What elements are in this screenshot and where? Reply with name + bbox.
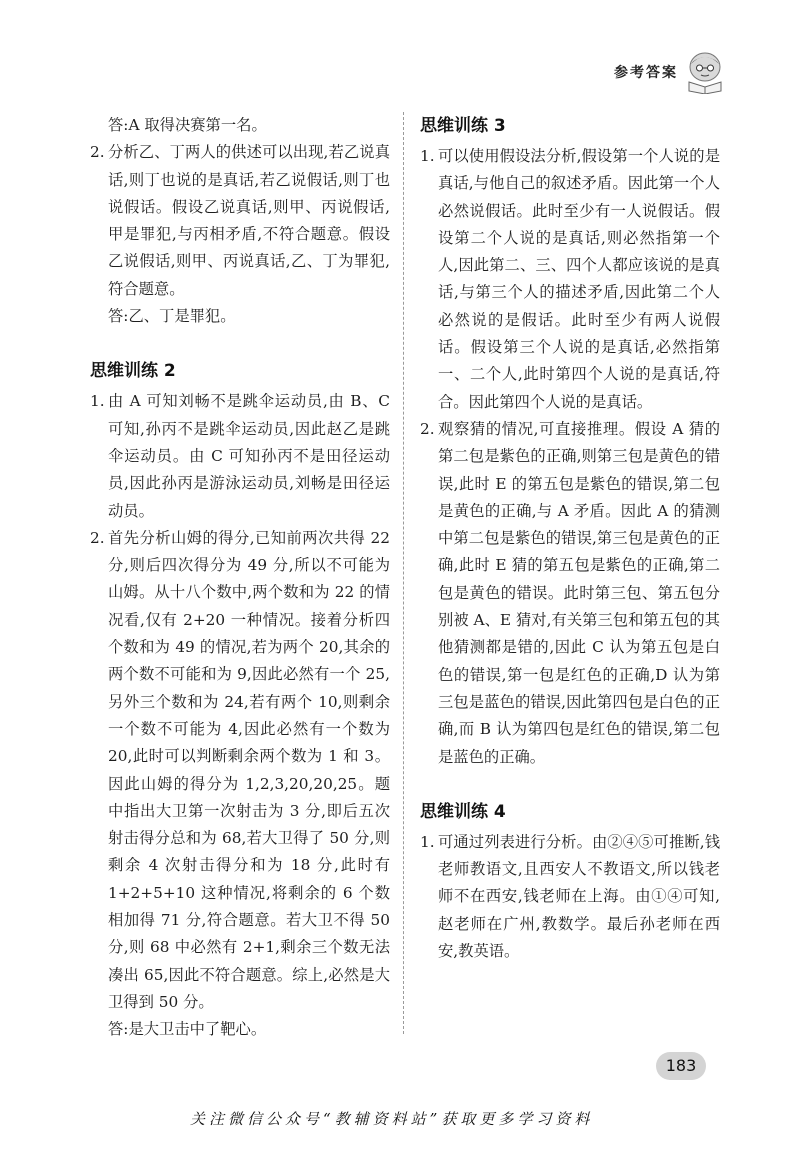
item-text: 可通过列表进行分析。由②④⑤可推断,钱老师教语文,且西安人不教语文,所以钱老师不在西安,钱老师在上海。由①④可知,赵老师在广州,教数学。最后孙老师在西安,教英语。	[438, 832, 720, 961]
section-title: 思维训练 2	[90, 361, 176, 382]
item-number: 1.	[420, 832, 435, 851]
list-item	[420, 143, 720, 416]
list-item	[90, 525, 390, 1016]
list-item	[420, 416, 720, 771]
item-text: 由 A 可知刘畅不是跳伞运动员,由 B、C 可知,孙丙不是跳伞运动员,因此赵乙是跳伞运动员。由 C 可知孙丙不是田径运动员,因此孙丙是游泳运动员,刘畅是田径运动员。	[108, 392, 390, 520]
item-text: 观察猜的情况,可直接推理。假设 A 猜的第二包是紫色的正确,则第三包是黄色的错误,此时 E 的第五包是紫色的错误,第二包是黄色的正确,与 A 矛盾。因此 A 的猜测中第二包是紫色的错误,第三包是黄色的正确,此时 E 猜的第五包是紫色的正确,第二包是黄色的错误。此时第三包、第五包分别被 A、E 猜对,有关第三包和第五包的其他猜测都是错的,因此 C 认为第五包是白色的错误,第一包是红色的正确,D 认为第三包是蓝色的错误,因此第四包是白色的正确,而 B 认为第四包是红色的错误,第二包是蓝色的正确。	[438, 419, 720, 766]
right-column	[420, 112, 720, 965]
item-number: 1.	[90, 392, 105, 411]
item-text: 首先分析山姆的得分,已知前两次共得 22 分,则后四次得分为 49 分,所以不可能为山姆。从十八个数中,两个数和为 22 的情况看,仅有 2+20 一种情况。接着分析四个数和为 49 的情况,若为两个 20,其余的两个数不可能和为 9,因此必然有一个 25,另外三个数和为 24,若有两个 10,则剩余一个数不可能为 4,因此必然有一个数为 20,此时可以判断剩余两个数为 1 和 3。因此山姆的得分为 1,2,3,20,20,25。题中指出大卫第一次射击为 3 分,即后五次射击得分总和为 68,若大卫得了 50 分,则剩余 4 次射击得分和为 18 分,此时有 1+2+5+10 这种情况,将剩余的 6 个数相加得 71 分,符合题意。若大卫不得 50 分,则 68 中必然有 2+1,剩余三个数无法凑出 65,因此不符合题意。综上,必然是大卫得到 50 分。	[108, 528, 390, 1011]
column-divider	[403, 112, 404, 1034]
page-number: 183	[656, 1052, 706, 1080]
answer-line: 答:是大卫击中了靶心。	[108, 1020, 267, 1039]
item-text: 可以使用假设法分析,假设第一个人说的是真话,与他自己的叙述矛盾。因此第一个人必然说假话。此时至少有一人说假话。假设第二个人说的是真话,则必然指第一个人,因此第二、三、四个人都应该说的是真话,与第三个人的描述矛盾,因此第二个人必然说的是假话。此时至少有两人说假话。假设第三个人说的是真话,必然指第一、二个人,此时第四个人说的是真话,符合。因此第四个人说的是真话。	[438, 147, 720, 411]
answer-line: 答:乙、丁是罪犯。	[108, 307, 236, 326]
list-item	[420, 829, 720, 965]
reading-girl-icon	[682, 48, 728, 94]
footer-note: 关注微信公众号“教辅资料站”获取更多学习资料	[190, 1110, 594, 1128]
item-number: 2.	[90, 528, 105, 547]
list-item	[90, 388, 390, 524]
item-number: 2.	[420, 419, 435, 438]
item-number: 1.	[420, 147, 435, 165]
section-title: 思维训练 3	[420, 116, 506, 136]
header-label: 参考答案	[614, 65, 678, 81]
answer-line: 答:A 取得决赛第一名。	[108, 116, 267, 134]
left-column	[90, 112, 390, 1044]
item-number: 2.	[90, 143, 105, 162]
section-title: 思维训练 4	[420, 801, 506, 822]
item-text: 分析乙、丁两人的供述可以出现,若乙说真话,则丁也说的是真话,若乙说假话,则丁也说假话。假设乙说真话,则甲、丙说假话,甲是罪犯,与丙相矛盾,不符合题意。假设乙说假话,则甲、丙说真话,乙、丁为罪犯,符合题意。	[108, 143, 390, 298]
list-item	[90, 139, 390, 303]
